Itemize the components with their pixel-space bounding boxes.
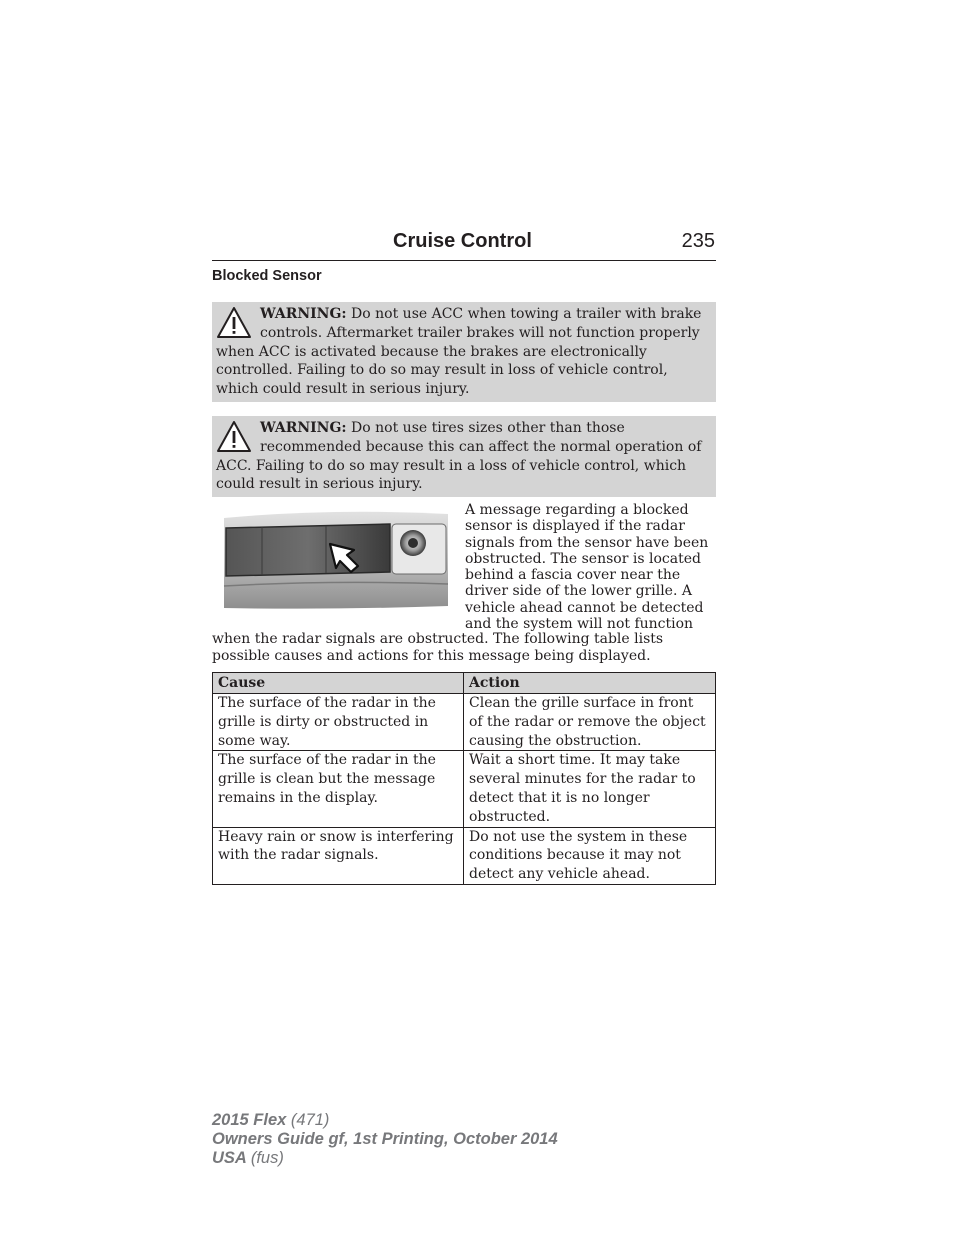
- warning-text: Do not use tires sizes other than those recommended because this can affect the normal operation of ACC. Failing to do so may result in a loss of vehicle control, which could result in serious injury.: [216, 420, 702, 493]
- page-number: 235: [681, 230, 715, 252]
- footer-market-code: (fus): [250, 1149, 284, 1167]
- grille-sensor-figure: [222, 508, 450, 610]
- warning-triangle-icon: [216, 420, 252, 454]
- warning-lead: WARNING:: [260, 420, 347, 436]
- warning-box-tires: [212, 416, 716, 497]
- section-title: Blocked Sensor: [212, 268, 322, 284]
- page-header: [212, 228, 716, 261]
- page-footer: [212, 1111, 558, 1168]
- cause-cell: Heavy rain or snow is interfering with the radar signals.: [213, 827, 464, 884]
- footer-model-code: (471): [290, 1111, 330, 1129]
- table-row: [213, 694, 716, 751]
- footer-market-line: [212, 1149, 558, 1168]
- action-cell: Clean the grille surface in front of the radar or remove the object causing the obstruction.: [464, 694, 716, 751]
- action-cell: Do not use the system in these conditions because it may not detect any vehicle ahead.: [464, 827, 716, 884]
- footer-printing-line: Owners Guide gf, 1st Printing, October 2014: [212, 1130, 558, 1148]
- footer-market: USA: [212, 1149, 247, 1167]
- table-header-row: [213, 673, 716, 694]
- blocked-sensor-description: A message regarding a blocked sensor is displayed if the radar signals from the sensor have been obstructed. The sensor is located behind a fascia cover near the driver side of the lower grille. A vehicle ahead cannot be detected and the system will not function: [465, 502, 709, 633]
- column-header-action: Action: [464, 673, 716, 694]
- causes-actions-table: [212, 672, 716, 885]
- warning-text: Do not use ACC when towing a trailer with brake controls. Aftermarket trailer brakes will not function properly when ACC is activated because the brakes are electronically controlled. Failing to do so may result in loss of vehicle control, which could result in serious injury.: [216, 306, 702, 398]
- chapter-title: Cruise Control: [393, 230, 532, 252]
- cause-cell: The surface of the radar in the grille is dirty or obstructed in some way.: [213, 694, 464, 751]
- warning-lead: WARNING:: [260, 306, 347, 322]
- blocked-sensor-description-continued: when the radar signals are obstructed. The following table lists possible causes and actions for this message being displayed.: [212, 631, 664, 664]
- table-row: [213, 751, 716, 827]
- action-cell: Wait a short time. It may take several minutes for the radar to detect that it is no longer obstructed.: [464, 751, 716, 827]
- column-header-cause: Cause: [213, 673, 464, 694]
- footer-model: 2015 Flex: [212, 1111, 287, 1129]
- cause-cell: The surface of the radar in the grille is clean but the message remains in the display.: [213, 751, 464, 827]
- footer-model-line: [212, 1111, 558, 1130]
- warning-triangle-icon: [216, 306, 252, 340]
- table-row: [213, 827, 716, 884]
- warning-box-towing: [212, 302, 716, 402]
